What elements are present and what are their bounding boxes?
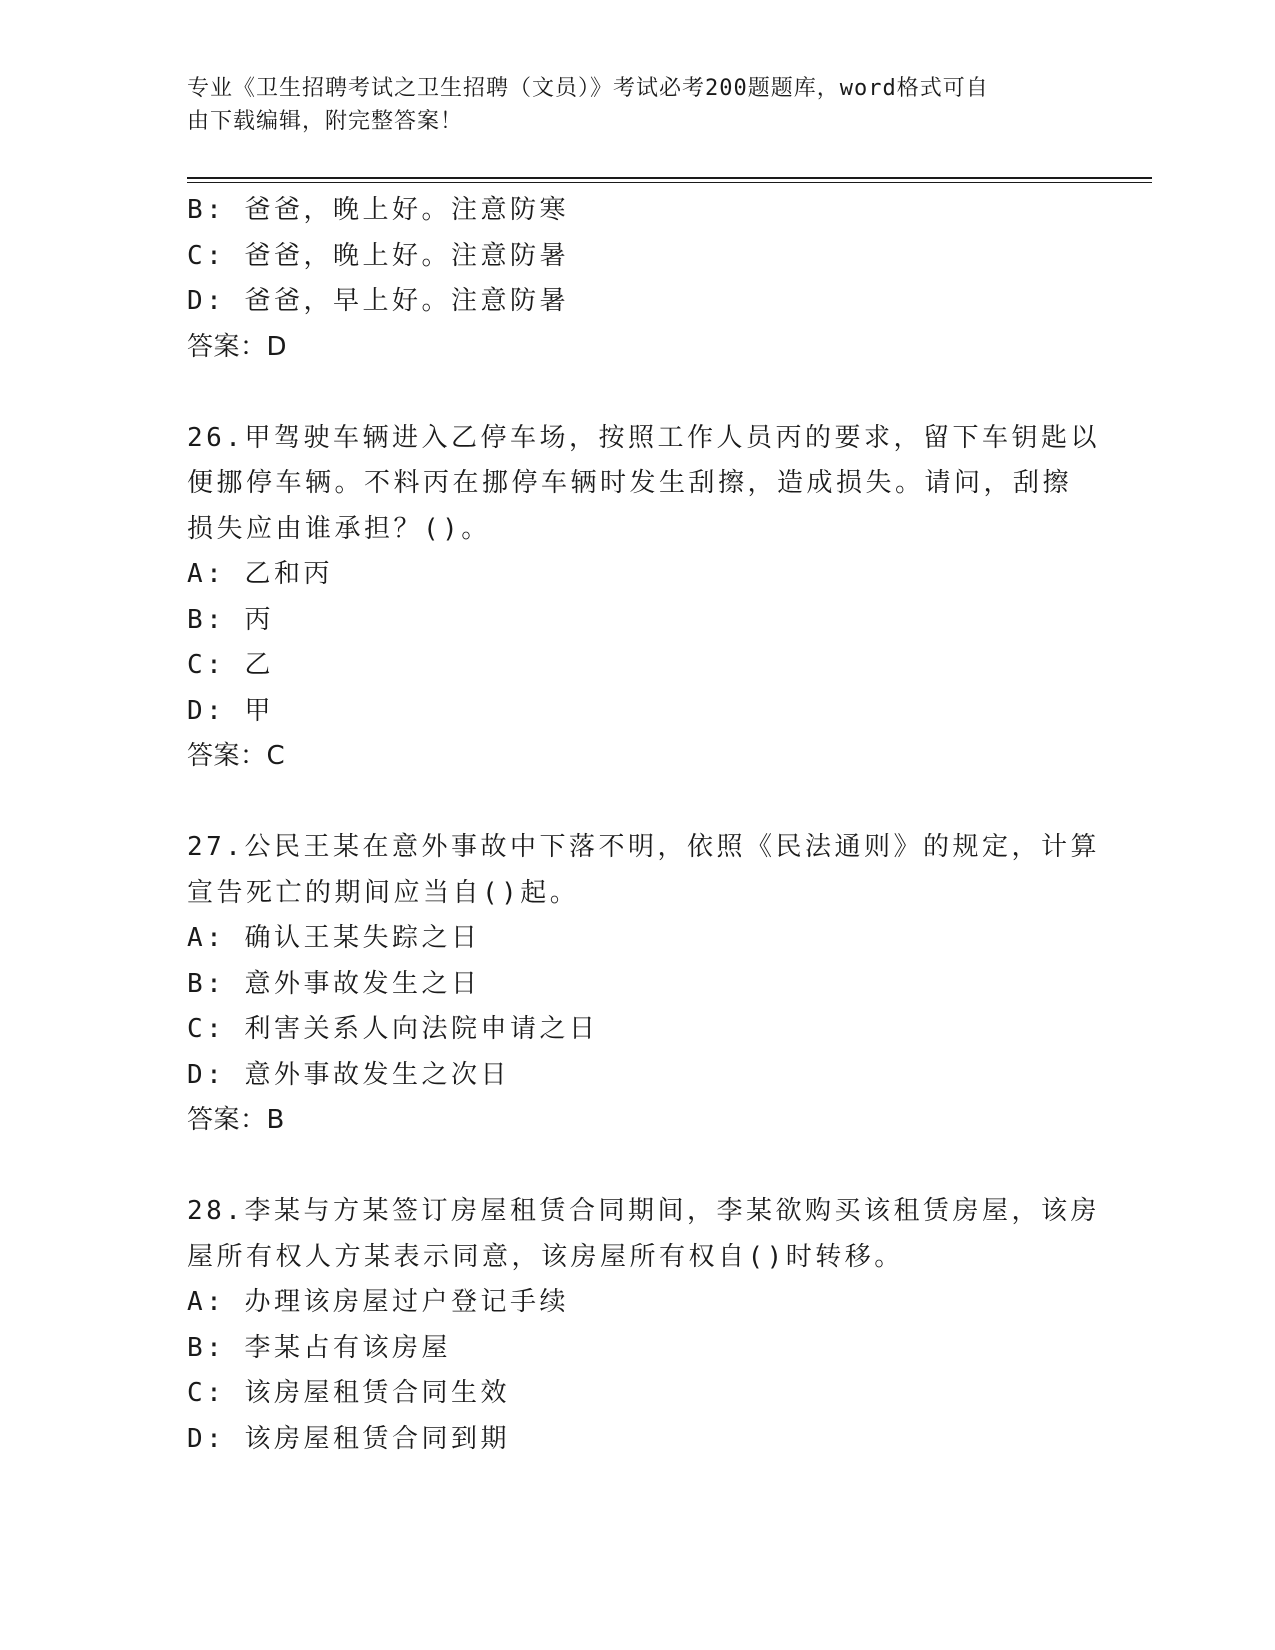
header-line-2: 由下载编辑，附完整答案！ <box>187 109 464 134</box>
option-a: A: 办理该房屋过户登记手续 <box>187 1287 569 1317</box>
option-d: D: 甲 <box>187 695 274 726</box>
question-content <box>187 188 1100 1462</box>
question-stem-line: 28.李某与方某签订房屋租赁合同期间，李某欲购买该租赁房屋，该房 <box>187 1196 1100 1226</box>
spacer <box>187 1144 1087 1190</box>
option-b: B: 李某占有该房屋 <box>187 1332 451 1363</box>
question-26 <box>187 416 1100 780</box>
option-c: C: 乙 <box>187 650 274 680</box>
question-stem-line: 27.公民王某在意外事故中下落不明，依照《民法通则》的规定，计算 <box>187 832 1100 862</box>
answer-line: 答案：D <box>187 331 288 362</box>
question-25-continuation <box>187 188 1087 370</box>
question-stem-line: 屋所有权人方某表示同意，该房屋所有权自()时转移。 <box>187 1241 904 1272</box>
question-28 <box>187 1189 1100 1462</box>
spacer <box>187 370 1087 416</box>
question-27 <box>187 825 1100 1144</box>
option-d: D: 该房屋租赁合同到期 <box>187 1423 510 1454</box>
document-header <box>187 72 1067 138</box>
spacer <box>187 780 1087 826</box>
answer-line: 答案：B <box>187 1105 285 1135</box>
option-d: D: 意外事故发生之次日 <box>187 1059 510 1090</box>
option-b: B: 意外事故发生之日 <box>187 968 481 999</box>
option-d: D: 爸爸，早上好。注意防暑 <box>187 286 569 316</box>
option-c: C: 爸爸，晚上好。注意防暑 <box>187 240 569 271</box>
option-c: C: 利害关系人向法院申请之日 <box>187 1014 599 1044</box>
option-b: B: 爸爸，晚上好。注意防寒 <box>187 195 569 225</box>
header-divider-thin <box>187 182 1152 183</box>
header-line-1: 专业《卫生招聘考试之卫生招聘（文员）》考试必考200题题库，word格式可自 <box>187 76 989 101</box>
option-a: A: 确认王某失踪之日 <box>187 923 481 953</box>
answer-line: 答案：C <box>187 741 286 771</box>
option-b: B: 丙 <box>187 604 274 635</box>
option-a: A: 乙和丙 <box>187 559 333 589</box>
option-c: C: 该房屋租赁合同生效 <box>187 1378 510 1408</box>
question-stem-line: 便挪停车辆。不料丙在挪停车辆时发生刮擦，造成损失。请问，刮擦 <box>187 468 1073 498</box>
question-stem-line: 损失应由谁承担？()。 <box>187 513 491 544</box>
question-stem-line: 宣告死亡的期间应当自()起。 <box>187 877 580 908</box>
header-divider-thick <box>187 177 1152 179</box>
question-stem-line: 26.甲驾驶车辆进入乙停车场，按照工作人员丙的要求，留下车钥匙以 <box>187 422 1100 453</box>
